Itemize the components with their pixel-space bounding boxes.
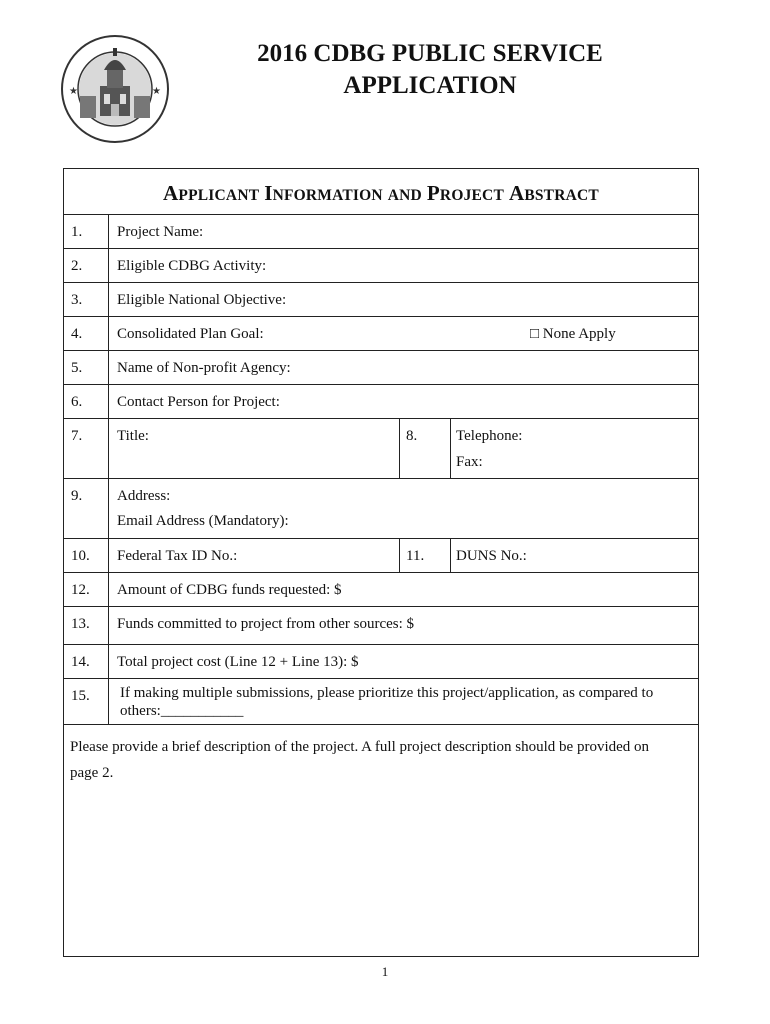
row-number: 10. [64, 539, 109, 572]
row-number: 14. [64, 645, 109, 678]
row-number: 5. [64, 351, 109, 384]
row-address[interactable] [64, 479, 698, 539]
heading-word: PPLICANT [178, 187, 260, 204]
project-description-area[interactable] [64, 725, 698, 795]
row-number: 12. [64, 573, 109, 606]
telephone-label: Telephone: [456, 428, 523, 444]
row-number: 7. [64, 419, 109, 478]
row-label: Contact Person for Project: [117, 394, 280, 410]
row-plan-goal[interactable] [64, 317, 698, 351]
address-label: Address: [117, 488, 171, 504]
heading-word: ROJECT [439, 187, 504, 204]
heading-word: NFORMATION [272, 187, 383, 204]
description-instruction: page 2. [70, 765, 114, 781]
svg-text:★: ★ [152, 86, 161, 97]
row-label: Project Name: [117, 224, 204, 240]
borough-seal-logo [60, 34, 170, 144]
heading-word: BSTRACT [524, 187, 599, 204]
row-label: Consolidated Plan Goal: [117, 326, 264, 342]
section-heading [64, 169, 698, 215]
row-label: Total project cost (Line 12 + Line 13): $ [117, 654, 359, 670]
row-label: Eligible National Objective: [117, 292, 287, 308]
row-priority[interactable] [64, 679, 698, 725]
row-other-funds[interactable] [64, 607, 698, 645]
row-cdbg-funds[interactable] [64, 573, 698, 607]
fax-label: Fax: [456, 454, 483, 470]
none-apply-checkbox[interactable]: □ None Apply [530, 326, 616, 342]
heading-initial: P [426, 181, 440, 205]
row-label: Funds committed to project from other sources: $ [117, 616, 415, 632]
svg-text:★: ★ [69, 86, 78, 97]
row-number: 6. [64, 385, 109, 418]
row-title-telephone[interactable] [64, 419, 698, 479]
row-number: 15. [64, 679, 109, 724]
row-label: Amount of CDBG funds requested: $ [117, 582, 342, 598]
title-line-1: 2016 CDBG PUBLIC SERVICE [257, 40, 603, 67]
page-title [230, 38, 630, 102]
row-number: 3. [64, 283, 109, 316]
row-nonprofit-agency[interactable] [64, 351, 698, 385]
row-label: If making multiple submissions, please prioritize this project/application, as compared to others:___________ [120, 685, 654, 719]
title-line-2: APPLICATION [343, 72, 517, 99]
row-contact-person[interactable] [64, 385, 698, 419]
row-number: 9. [64, 479, 109, 538]
row-tax-id-duns[interactable] [64, 539, 698, 573]
row-number: 11. [399, 539, 451, 572]
row-label: Eligible CDBG Activity: [117, 258, 267, 274]
row-number: 13. [64, 607, 109, 644]
row-label: Name of Non-profit Agency: [117, 360, 291, 376]
heading-initial: A [508, 181, 525, 205]
heading-word: AND [387, 187, 422, 204]
tax-id-label: Federal Tax ID No.: [117, 548, 238, 564]
row-eligible-activity[interactable] [64, 249, 698, 283]
row-number: 8. [399, 419, 451, 478]
email-label: Email Address (Mandatory): [117, 513, 289, 529]
row-total-cost[interactable] [64, 645, 698, 679]
row-national-objective[interactable] [64, 283, 698, 317]
row-project-name[interactable] [64, 215, 698, 249]
page-number: 1 [381, 964, 389, 979]
row-number: 2. [64, 249, 109, 282]
row-number: 1. [64, 215, 109, 248]
row-number: 4. [64, 317, 109, 350]
heading-initial: A [163, 181, 179, 205]
heading-initial: I [264, 181, 273, 205]
duns-label: DUNS No.: [456, 548, 527, 564]
description-instruction: Please provide a brief description of the project. A full project description should be provided on [70, 739, 650, 755]
application-form [63, 168, 699, 957]
title-label: Title: [117, 428, 149, 444]
